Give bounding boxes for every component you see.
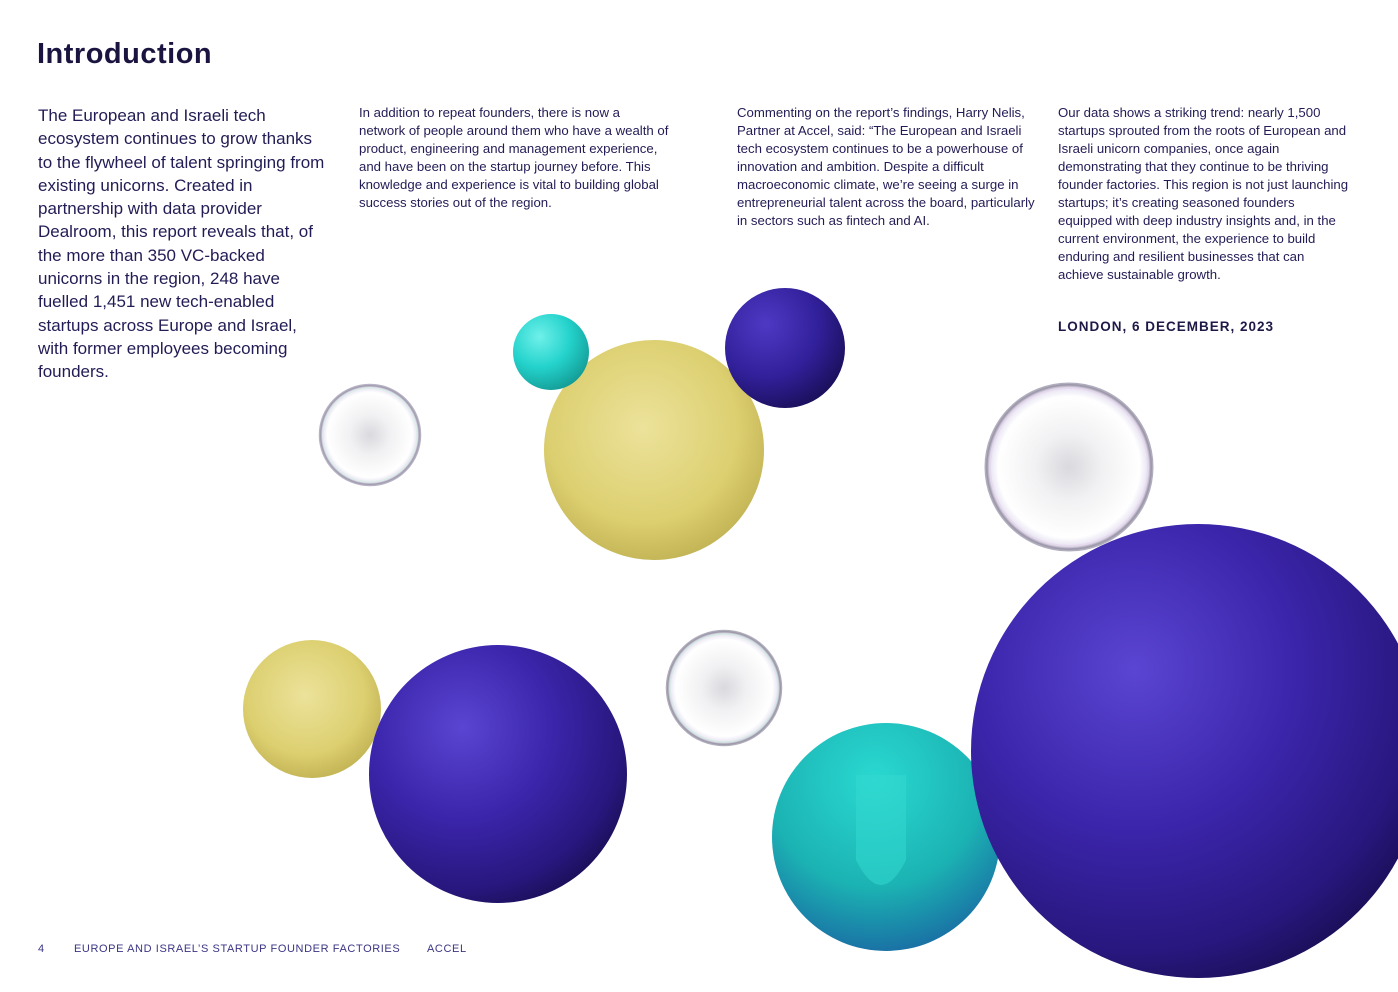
teal-sphere-large xyxy=(772,723,1000,951)
glass-bubble-large xyxy=(986,384,1152,550)
yellow-sphere-bottom xyxy=(243,640,381,778)
purple-sphere-top xyxy=(725,288,845,408)
footer-report-title: EUROPE AND ISRAEL’S STARTUP FOUNDER FACTORIES xyxy=(74,943,401,955)
body-column-2: In addition to repeat founders, there is now a network of people around them who have a wealth of product, engineering and management experience, and have been on the startup journey before. This knowledge and experience is vital to building global success stories out of the region. xyxy=(359,105,669,210)
purple-sphere-bottom-left xyxy=(369,645,627,903)
glass-bubble-small xyxy=(320,385,420,485)
body-column-3: Commenting on the report’s findings, Harry Nelis, Partner at Accel, said: “The European and Israeli tech ecosystem continues to be a powerhouse of innovation and ambition. Despite a difficult macroeconomic climate, we’re seeing a surge in entrepreneurial talent across the board, particularly in sectors such as fintech and AI. xyxy=(737,105,1035,228)
footer-page-number: 4 xyxy=(38,943,45,955)
intro-lead-paragraph: The European and Israeli tech ecosystem continues to grow thanks to the flywheel of talent springing from existing unicorns. Created in partnership with data provider Dealroom, this report reveals that, of the more than 350 VC-backed unicorns in the region, 248 have fuelled 1,451 new tech-enabled startups across Europe and Israel, with former employees becoming founders. xyxy=(38,106,325,382)
footer-brand: ACCEL xyxy=(427,943,467,955)
teal-sphere-small xyxy=(513,314,589,390)
page-title: Introduction xyxy=(37,38,213,70)
dateline: LONDON, 6 DECEMBER, 2023 xyxy=(1058,319,1275,334)
yellow-sphere-top xyxy=(544,340,764,560)
body-column-4: Our data shows a striking trend: nearly 1,500 startups sprouted from the roots of European and Israeli unicorn companies, once again demonstrating that they continue to be thriving founder factories. This region is not just launching startups; it’s creating seasoned founders equipped with deep industry insights and, in the current environment, the experience to build enduring and resilient businesses that can achieve sustainable growth. xyxy=(1058,105,1349,282)
glass-bubble-medium xyxy=(667,631,781,745)
purple-sphere-large xyxy=(971,524,1398,978)
